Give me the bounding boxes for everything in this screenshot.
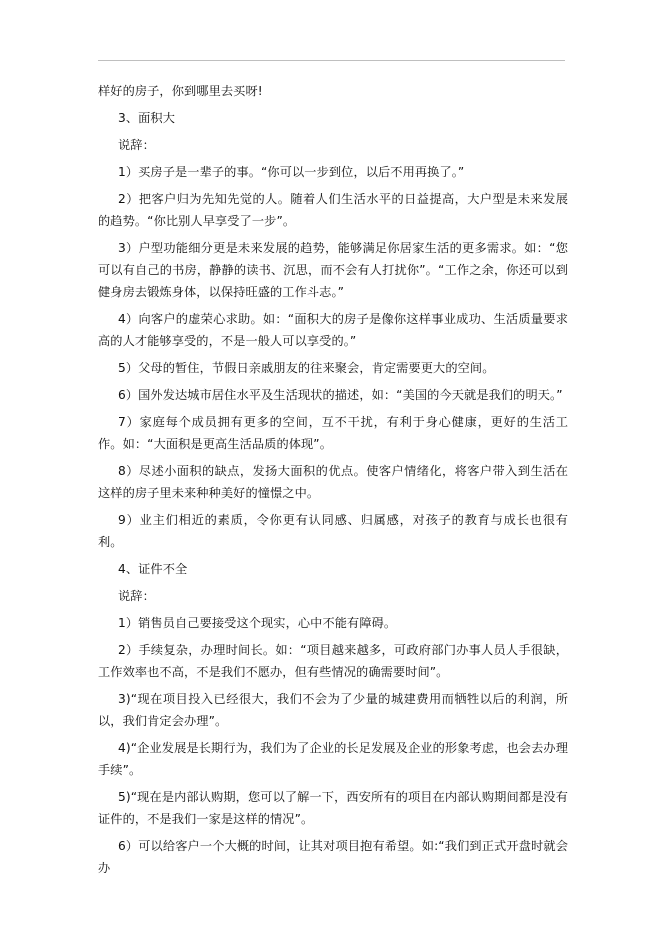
section-heading: 3、面积大 [118,111,176,125]
paragraph: 说辞： [118,589,155,603]
paragraph: 5)“现在是内部认购期，您可以了解一下，西安所有的项目在内部认购期间都是没有证件的，不是我们一家是这样的情况”。 [98,790,568,826]
header-rule [98,60,565,61]
paragraph: 3)“现在项目投入已经很大，我们不会为了少量的城建费用而牺牲以后的利润，所以，我们肯定会办理”。 [98,692,568,728]
paragraph: 9）业主们相近的素质，令你更有认同感、归属感，对孩子的教育与成长也很有利。 [98,513,568,549]
paragraph: 1）买房子是一辈子的事。“你可以一步到位，以后不用再换了。” [118,165,465,179]
paragraph: 2）手续复杂，办理时间长。如：“项目越来越多，可政府部门办事人员人手很缺，工作效率也不高，不是我们不愿办，但有些情况的确需要时间”。 [98,643,568,679]
paragraph: 6）可以给客户一个大概的时间，让其对项目抱有希望。如:“我们到正式开盘时就会办 [98,839,568,875]
paragraph: 2）把客户归为先知先觉的人。随着人们生活水平的日益提高，大户型是未来发展的趋势。“你比别人早享受了一步”。 [98,192,568,228]
paragraph: 4)“企业发展是长期行为，我们为了企业的长足发展及企业的形象考虑，也会去办理手续”。 [98,741,568,777]
paragraph: 5）父母的暂住，节假日亲戚朋友的往来聚会，肯定需要更大的空间。 [118,361,495,375]
paragraph: 6）国外发达城市居住水平及生活现状的描述，如：“美国的今天就是我们的明天。” [118,388,563,402]
paragraph: 样好的房子，你到哪里去买呀! [98,84,263,98]
paragraph: 说辞： [118,138,155,152]
paragraph: 8）尽述小面积的缺点，发扬大面积的优点。使客户情绪化，将客户带入到生活在这样的房子里未来种种美好的憧憬之中。 [98,464,568,500]
section-heading: 4、证件不全 [118,562,188,576]
paragraph: 1）销售员自己要接受这个现实，心中不能有障碍。 [118,616,397,630]
paragraph: 3）户型功能细分更是未来发展的趋势，能够满足你居家生活的更多需求。如：“您可以有自己的书房，静静的读书、沉思，而不会有人打扰你”。“工作之余，你还可以到健身房去锻炼身体，以保持旺盛的工作斗志。” [98,241,568,299]
document-body [98,80,568,884]
paragraph: 7）家庭每个成员拥有更多的空间，互不干扰，有利于身心健康，更好的生活工作。如：“大面积是更高生活品质的体现”。 [98,415,568,451]
paragraph: 4）向客户的虚荣心求助。如：“面积大的房子是像你这样事业成功、生活质量要求高的人才能够享受的，不是一般人可以享受的。” [98,312,568,348]
